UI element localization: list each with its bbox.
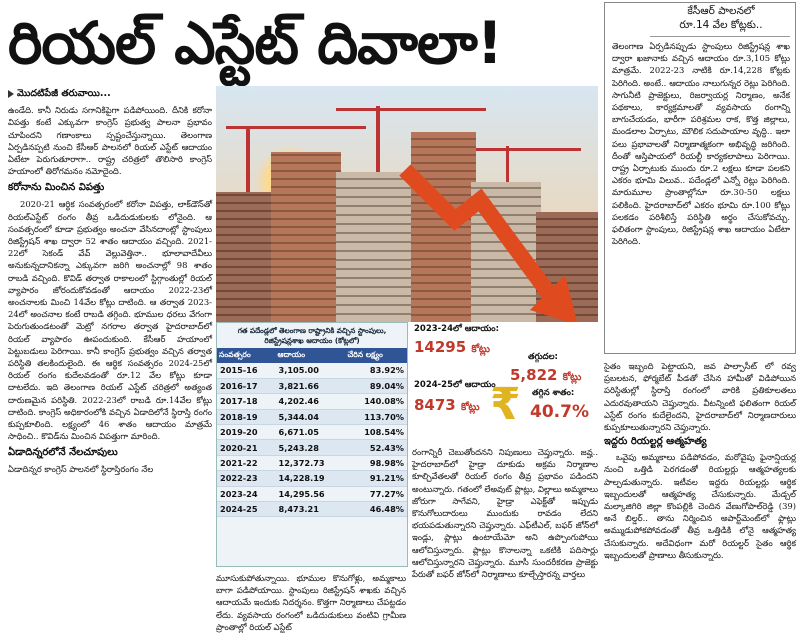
left-column <box>8 86 212 616</box>
target-cell: 89.04% <box>345 378 407 393</box>
building <box>216 192 276 322</box>
table-row <box>217 502 407 517</box>
stat-value-2024 <box>414 396 480 415</box>
target-cell: 46.48% <box>345 502 407 517</box>
stat-label-drop: తగ్గుదల: <box>528 352 558 362</box>
revenue-cell: 5,344.04 <box>276 409 346 424</box>
stat-label-2023: 2023-24లో ఆదాయం: <box>414 324 499 334</box>
year-cell: 2024-25 <box>217 502 276 517</box>
stat-label-2024: 2024-25లో ఆదాయం <box>414 380 496 390</box>
column-header: ఆదాయం <box>276 348 346 363</box>
revenue-cell: 3,821.66 <box>276 378 346 393</box>
kicker <box>8 88 212 100</box>
stat-number: 8473 <box>414 396 456 414</box>
triangle-icon <box>8 90 14 98</box>
sidebar-heading-line2: రూ.14 వేల కోట్లకు.. <box>679 19 763 31</box>
stat-number: 14295 <box>414 338 467 356</box>
table-row <box>217 409 407 424</box>
revenue-cell: 5,243.28 <box>276 440 346 455</box>
subhead-decline: ఏడాదిన్నరలోనే నేలచూపులు <box>8 447 118 459</box>
table-row <box>217 486 407 501</box>
middle-bottom-text: మూసుకుపోతున్నాయి. భూముల కొనుగోళ్లు, అమ్మకాలు బాగా పడిపోయాయి. స్టాంపులు రిజిస్ట్రేషన్ శాఖకు వచ్చిన ఆదాయమే ఇందుకు నిదర్శనం. కొత్తగా నిర్మాణాలు చేపట్టడం లేదు. వ్యవసాయ రంగంలో ఒడిదుడుకులు వంటివి గ్రామీణ ప్రాంతాల్లో రియల్ ఎస్టేట్ <box>216 573 406 632</box>
table-row <box>217 471 407 486</box>
year-cell: 2022-23 <box>217 471 276 486</box>
middle-column: రంగాన్నిరీ చెబుతోందనని నిపుణులు చెప్తున్నారు. జవ్హ.. హైదరాబాద్‌లో హైడ్రా దూకుడు అక్రమ నిర్మాణాల కూల్చివేతలతో రియల్ రంగం తీవ్ర ప్రభావం పడిందని అంటున్నారు. గతంలో లేఅవుట్ ప్లాట్లు, విల్లాలు అమ్మకాలు జోరుగా సాగేవని, హైడ్రా ఎఫెక్ట్‌తో ఇప్పుడు కొనుగోలుదారులు ముందుకు రావడం లేదని భయపడుతున్నారని చెప్తున్నారు. ఎఫ్‌టీఎల్, బఫర్ జోన్‌లో ఇండ్లు, ప్లాట్లు ఉంటాయేమో అని ఉప్పొంగుపోయి ఆలోచిస్తున్నారు. ప్లాట్లు కొనాలన్నా ఒకటికి పదిసార్లు ఆలోచిస్తున్నారని చెప్తున్నారు. మూసీ సుందరీకరణ ప్రాజెక్టు పేరుతో బఫర్ జోన్‌లో నిర్మాణాలు కూల్చేస్తారన్న వార్తలు <box>412 447 598 580</box>
stat-number: 5,822 <box>510 366 558 384</box>
stat-value-rate: 40.7% <box>530 402 589 422</box>
revenue-table <box>217 348 407 517</box>
stat-label-rate: తగ్గిన శాతం: <box>532 388 575 398</box>
right-paragraph-2: ఒవైపు అమ్మకాలు పడిపోవడం, మరోవైపు ఫైనాన్షియర్ల నుంచి ఒత్తిడి పెరగడంతో రియల్టర్లు ఆత్మహత్యలకు పాల్పడుతున్నారు. ఇటీవల ఇద్దరు రియల్టర్లు ఆర్థిక ఇబ్బందులతో ఆత్మహత్య చేసుకున్నారు. మేడ్చల్ మల్కాజిగిరి జిల్లా కొంపల్లికి చెందిన వేణుగోపాల్‌రెడ్డి (39) అనే బిల్డర్.. తాను నిర్మించిన అపార్ట్‌మెంట్‌లో ఫ్లాట్లు అమ్ముడుపోకపోవడంతో తీవ్ర ఒత్తిడికి లోనై ఆత్మహత్య చేసుకున్నారు. అదేవిధంగా మరో రియల్టర్ సైతం ఆర్థిక ఇబ్బందులతో ప్రాణాలు తీసుకున్నారు. <box>604 452 796 560</box>
year-cell: 2018-19 <box>217 409 276 424</box>
revenue-cell: 4,202.46 <box>276 394 346 409</box>
stat-unit: కోట్లు <box>471 344 491 355</box>
target-cell: 108.54% <box>345 425 407 440</box>
year-cell: 2023-24 <box>217 486 276 501</box>
column-header: సంవత్సరం <box>217 348 276 363</box>
headline: రియల్ ఎస్టేట్ దివాలా! <box>8 9 503 77</box>
column-header: చేరిన లక్ష్యం <box>345 348 407 363</box>
kicker-text: మొదటిపేజీ తరువాయి... <box>17 88 111 99</box>
crane-jib-3 <box>471 148 581 151</box>
table-row <box>217 455 407 470</box>
target-cell: 113.70% <box>345 409 407 424</box>
revenue-table-box <box>216 322 408 567</box>
year-cell: 2016-17 <box>217 378 276 393</box>
year-cell: 2019-20 <box>217 425 276 440</box>
revenue-cell: 8,473.21 <box>276 502 346 517</box>
stat-unit: కోట్లు <box>562 372 582 383</box>
left-paragraph-3: ఏడాదిన్నర కాంగ్రెస్ పాలనలో స్థిరాస్తిరంగం నేల <box>8 464 154 475</box>
stat-value-2023 <box>414 338 490 357</box>
table-row <box>217 425 407 440</box>
year-cell: 2015-16 <box>217 363 276 378</box>
table-row <box>217 378 407 393</box>
subhead-suicide: ఇద్దరు రియల్టర్ల ఆత్మహత్య <box>604 436 707 448</box>
stat-value-drop <box>510 366 581 385</box>
year-cell: 2017-18 <box>217 394 276 409</box>
right-column <box>604 360 796 616</box>
target-cell: 140.08% <box>345 394 407 409</box>
rupee-icon: ₹ <box>490 379 521 430</box>
revenue-cell: 12,372.73 <box>276 455 346 470</box>
table-row <box>217 394 407 409</box>
divider <box>650 36 790 37</box>
revenue-cell: 6,671.05 <box>276 425 346 440</box>
target-cell: 98.98% <box>345 455 407 470</box>
left-intro: ఉండేది. కానీ నిరుడు సగానికిపైగా పడిపోయింది. దీనికి కరోనా విపత్తు కంటే ఎక్కువగా కాంగ్రెస్ ప్రభుత్వ పాలనా ప్రభావం చూపిందని గణాంకాలు స్పష్టంచేస్తున్నాయి. తెలంగాణ ఏర్పడినప్పటి నుంచి కేసీఆర్ పాలనలో రియల్ ఎస్టేట్ ఆదాయం ఏటేటా పెరుగుతూరాగా.. రాష్ట్ర చరిత్రలో తొలిసారి కాంగ్రెస్ హయాంలో తిరోగమనం నమోదైంది. <box>8 105 212 177</box>
right-paragraph: సైతం ఇబ్బంది పెట్టాయని, జవ పాల్పాసీట్ లో రవ్వ ప్రబలటన, ఫోర్మబేట్ పీడతో చేసిన హామీతో విడిపోయిన పరిస్థితుల్లో స్థిరాస్తి రంగంలో వారికి ప్రతికూలతలు ఎదురవుతాయని చెప్తున్నారు. వీటన్నింటి ఫలితంగా రియల్ ఎస్టేట్ రంగం కుదేలైందని, హైదరాబాద్‌లో నిర్మాణదారులు కుప్పకూలుతున్నారని చెప్తున్నారు. <box>604 361 796 433</box>
stats-box <box>410 322 598 442</box>
stat-unit: కోట్లు <box>460 402 480 413</box>
subhead-corona: కరోనాను మించిన విపత్తు <box>8 182 105 194</box>
crane-jib <box>226 126 366 129</box>
building <box>271 152 341 322</box>
table-row <box>217 440 407 455</box>
sidebar-heading-line1: కేసీఆర్ పాలనలో <box>687 5 755 17</box>
target-cell: 91.21% <box>345 471 407 486</box>
revenue-cell: 14,295.56 <box>276 486 346 501</box>
crane-jib-2 <box>336 108 486 111</box>
revenue-cell: 14,228.19 <box>276 471 346 486</box>
left-paragraph-2: 2020-21 ఆర్థిక సంవత్సరంలో కరోనా విపత్తు, లాక్‌డౌన్‌తో రియల్‌ఎస్టేట్ రంగం తీవ్ర ఒడిదుడుకులకు లోనైంది. ఆ సంవత్సరంలో కూడా ప్రభుత్వం అంచనా వేసినదాంట్లో స్టాంపులు రిజిస్ట్రేషన్ శాఖ ద్వారా 52 శాతం ఆదాయం వచ్చింది. 2021-22లో సెకండ్ వేవ్ వెల్లువెత్తినా.. భూలావాదేవీలు అనుకున్నదానికన్నా ఎక్కువగా జరిగి అంచనాల్లో 98 శాతం రాబడి వచ్చింది. కొవిడ్ తర్వాత రాకాలంలో స్టిగ్గాంతుల్లో రియల్ వ్యాపారం జోరందుకోవడంతో ఆదాయం 2022-23లో అంచనాలకు మించి 14వేల కోట్లు దాటింది. ఆ తర్వాత 2023-24లో అంచనాల కంటే రాబడి తగ్గింది. భూముల ధరలు వేగంగా పెరుగుతుండటంతో మెట్రో నగరాల తర్వాత హైదరాబాద్‌లో రియల్ వ్యాపారం ఊపందుకుంది. కేసీఆర్ హయాంలో పెట్టుబడులు పెరిగాయి. కానీ కాంగ్రెస్ ప్రభుత్వం వచ్చిన తర్వాత పరిస్థితి తలకిందులైంది. ఈ ఆర్థిక సంవత్సరం 2024-25లో రియల్ రంగం కుదేలవడంతో రూ.12 వేల కోట్లు కూడా దాటలేదు. ఇది తెలంగాణ రియల్ ఎస్టేట్ చరిత్రలో అత్యంత దారుణమైన పరిస్థితి. 2022-23లో రాబడి రూ.14వేల కోట్లు దాటింది. కాంగ్రెస్ అధికారంలోకి వచ్చిన ఏడాదిలోనే స్థిరాస్తి రంగం కుప్పకూలింది. లక్ష్యంలో 46 శాతం ఆదాయం మాత్రమే సాధించి.. కొవిడ్‌ను మించిన విపత్తుగా మారింది. <box>8 199 212 442</box>
revenue-cell: 3,105.00 <box>276 363 346 378</box>
year-cell: 2020-21 <box>217 440 276 455</box>
table-title: గత పదేండ్లలో తెలంగాణ రాష్ట్రానికి వచ్చిన స్టాంపులు, రిజిస్ట్రేషన్లశాఖ ఆదాయం (కోట్లలో) <box>237 326 387 345</box>
target-cell: 77.27% <box>345 486 407 501</box>
table-row <box>217 363 407 378</box>
target-cell: 83.92% <box>345 363 407 378</box>
target-cell: 52.43% <box>345 440 407 455</box>
year-cell: 2021-22 <box>217 455 276 470</box>
sidebar-heading <box>656 4 786 32</box>
sidebar-text: తెలంగాణ ఏర్పడినప్పుడు స్టాంపులు రిజిస్ట్రేషన్ల శాఖ ద్వారా ఖజానాకు వచ్చిన ఆదాయం రూ.3,105 కోట్లు మాత్రమే. 2022-23 నాటికి రూ.14,228 కోట్లకు పెరిగింది. అంటే.. ఆదాయం నాలుగున్నర రెట్లు పెరిగింది. సాగునీటి ప్రాజెక్టులు, రిజర్వాయర్ల నిర్మాణం, అనేక పథకాలు, కార్యక్రమాలతో వ్యవసాయ రంగాన్ని బాగుచేయడం, భారీగా పరిశ్రమల రాక, కొత్త జిల్లాలు, మండలాల ఏర్పాటు, మౌలిక సదుపాయాల వృద్ధి.. ఇలా పలు ప్రభావాలతో నిర్మాణాత్మకంగా అభివృద్ధి జరిగింది. దీంతో ఆస్తిపాయలో రియల్టీ కార్యకలాపాలు పెరిగాయి. రాష్ట్ర ఏర్పాటుకు ముందు రూ.2 లక్షలు కూడా పలకని ఎకరం భూమి విలువ.. పదేండ్లలో ఎన్నో రెట్లు పెరిగింది. మారుమూల ప్రాంతాల్లోనూ రూ.30-50 లక్షలు పలికింది. హైదరాబాద్‌లో ఎకరం భూమి రూ.100 కోట్లు పలకడం పరిశీలిస్తే పరిస్థితి అర్థం చేసుకోవచ్చు. ఫలితంగా స్టాంపులు, రిజిస్ట్రేషన్ల శాఖ ఆదాయం ఏటేటా పెరిగింది. <box>612 41 790 247</box>
